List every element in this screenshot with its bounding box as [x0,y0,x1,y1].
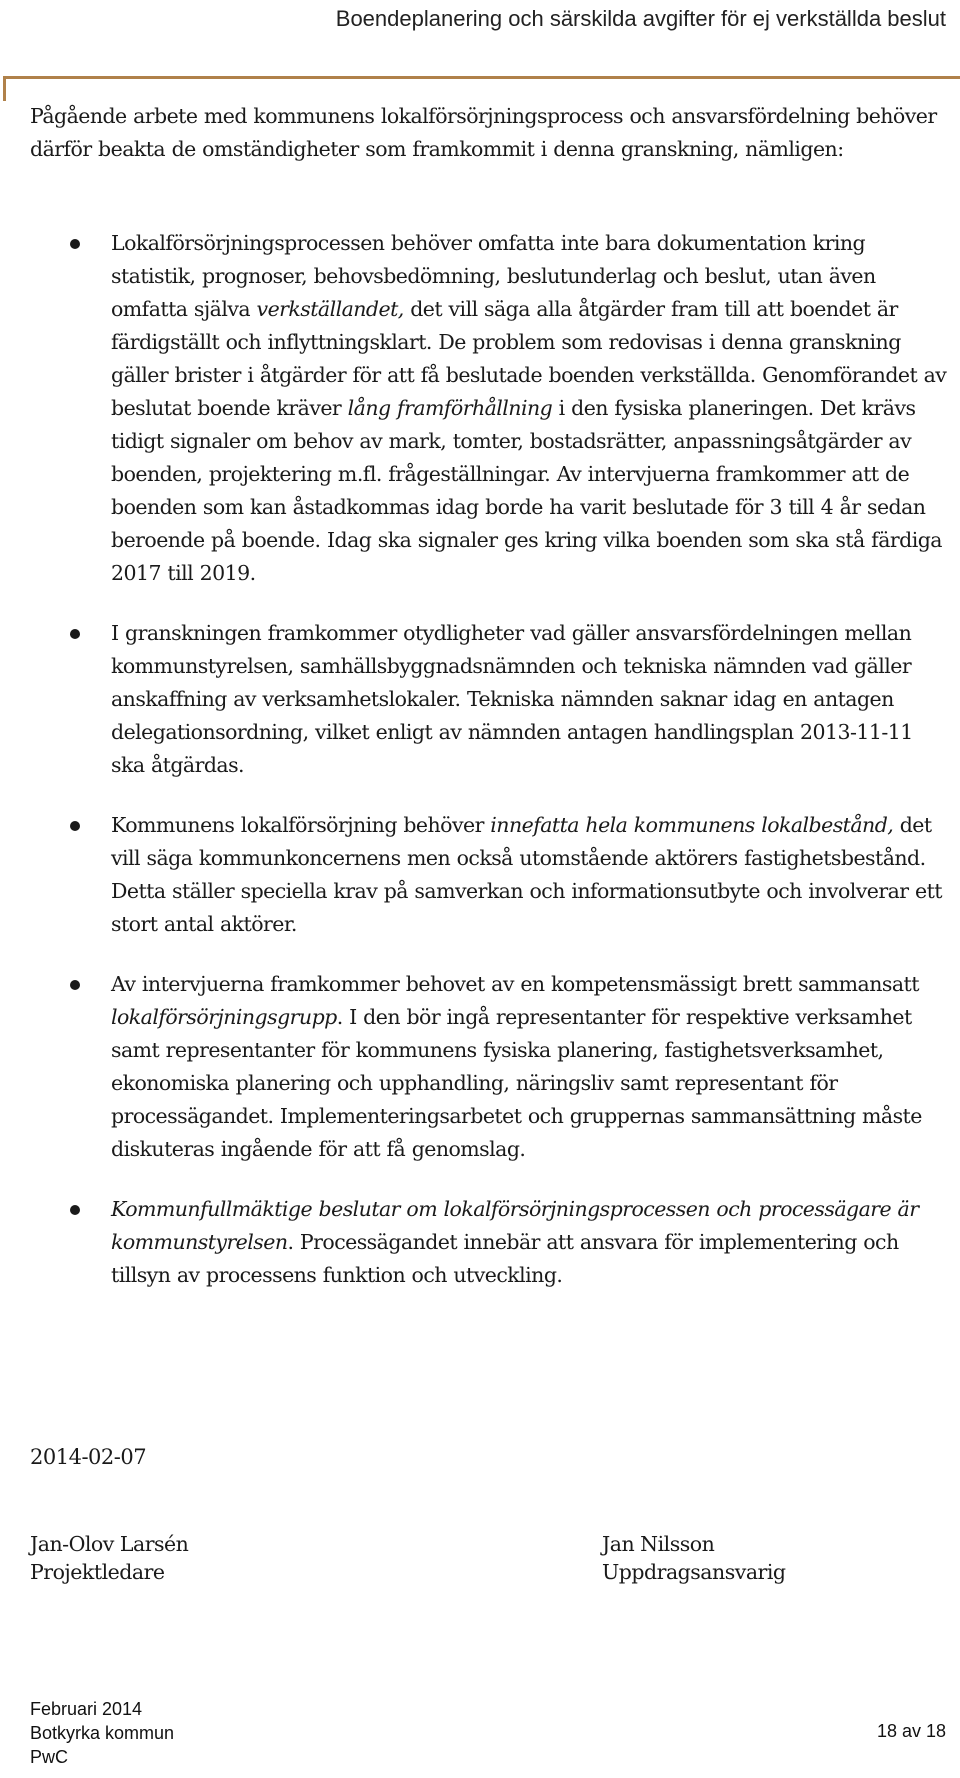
page-footer [30,1697,174,1769]
bullet-italic-segment: lokalförsörjningsgrupp [111,1005,337,1029]
signature-block-right [602,1530,786,1586]
signatory-name: Jan Nilsson [602,1532,715,1556]
footer-firm: PwC [30,1747,69,1767]
running-header-title: Boendeplanering och särskilda avgifter för ej verkställda beslut [335,6,946,31]
signature-block-left [30,1530,188,1586]
bullet-text-segment: det vill säga alla åtgärder fram till att boendet är färdigställt och inflyttningsklart. De problem som redovisas i denna granskning gäller brister i åtgärder för att få beslutade boenden verkställda. Genomförandet av beslutat boende kräver [111,297,947,420]
bullet-italic-segment: lång framförhållning [347,396,553,420]
bullet-italic-segment: innefatta hela kommunens lokalbestånd, [490,813,894,837]
bullet-text-segment: . I den bör ingå representanter för respektive verksamhet samt representanter för kommunens fysiska planering, fastighetsverksamhet, ekonomiska planering och upphandling, näringsliv samt representant för processägandet. Implementeringsarbetet och gruppernas sammansättning måste diskuteras ingående för att få genomslag. [111,1005,922,1161]
bullet-italic-segment: Kommunfullmäktige beslutar om lokalförsörjningsprocessen och processägare är kommunstyrelsen [111,1197,919,1254]
bullet-text-segment: Lokalförsörjningsprocessen behöver omfatta inte bara dokumentation kring statistik, prognoser, behovsbedömning, beslutunderlag och beslut, utan även omfatta själva [111,231,876,321]
footer-month: Februari 2014 [30,1699,143,1719]
signatory-role: Projektledare [30,1560,165,1584]
bullet-item-property-stock [0,809,947,941]
bullet-text-segment: Kommunens lokalförsörjning behöver [111,813,491,837]
bullet-text-segment: . Processägandet innebär att ansvara för implementering och tillsyn av processens funktion och utveckling. [111,1230,899,1287]
bullet-dot-icon [70,821,80,831]
header-corner-tick [3,76,6,101]
report-date: 2014-02-07 [30,1445,147,1469]
bullet-item-process-owner [0,1193,947,1292]
header-divider [3,76,960,79]
bullet-item-working-group [0,968,947,1166]
bullet-item-process-scope [0,227,947,590]
bullet-italic-segment: verkställandet, [256,297,404,321]
intro-paragraph: Pågående arbete med kommunens lokalförsörjningsprocess och ansvarsfördelning behöver därför beakta de omständigheter som framkommit i denna granskning, nämligen: [30,104,937,161]
bullet-dot-icon [70,629,80,639]
bullet-text-segment: det vill säga kommunkoncernens men också utomstående aktörers fastighetsbestånd. Detta ställer speciella krav på samverkan och informationsutbyte och involverar ett stort antal aktörer. [111,813,942,936]
signatory-role: Uppdragsansvarig [602,1560,786,1584]
page-number: 18 av 18 [876,1721,946,1741]
bullet-dot-icon [70,1205,80,1215]
signatory-name: Jan-Olov Larsén [30,1532,189,1556]
footer-organization: Botkyrka kommun [30,1723,175,1743]
bullet-text-segment: Av intervjuerna framkommer behovet av en kompetensmässigt brett sammansatt [111,972,919,996]
bullet-text-segment: i den fysiska planeringen. Det krävs tidigt signaler om behov av mark, tomter, bostadsrätter, anpassningsåtgärder av boenden, projektering m.fl. frågeställningar. Av intervjuerna framkommer att de boenden som kan åstadkommas idag borde ha varit beslutade för 3 till 4 år sedan beroende på boende. Idag ska signaler ges kring vilka boenden som ska stå färdiga 2017 till 2019. [111,396,942,585]
findings-bullet-list [0,227,960,1319]
bullet-item-responsibility [0,617,947,782]
bullet-text-segment: I granskningen framkommer otydligheter vad gäller ansvarsfördelningen mellan kommunstyrelsen, samhällsbyggnadsnämnden och tekniska nämnden vad gäller anskaffning av verksamhetslokaler. Tekniska nämnden saknar idag en antagen delegationsordning, vilket enligt av nämnden antagen handlingsplan 2013-11-11 ska åtgärdas. [111,621,913,777]
bullet-dot-icon [70,980,80,990]
bullet-dot-icon [70,239,80,249]
